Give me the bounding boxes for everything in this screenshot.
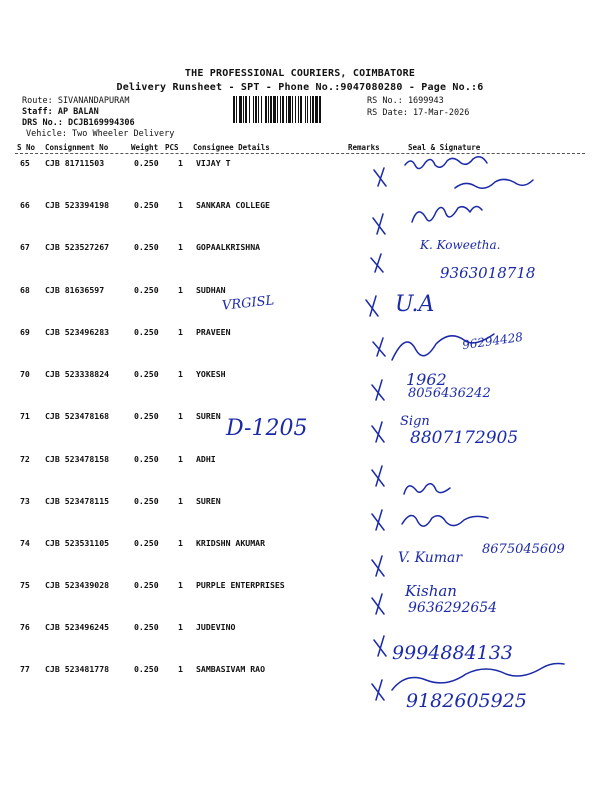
row-consignee: YOKESH: [196, 369, 226, 379]
row-consignment: CJB 523338824: [45, 369, 110, 379]
row-consignee: SAMBASIVAM RAO: [196, 664, 266, 674]
row-weight: 0.250: [134, 242, 159, 252]
row-consignment: CJB 523478115: [45, 496, 110, 506]
tick-mark: [366, 296, 378, 316]
tick-mark: [372, 466, 384, 486]
signature-scribble: [405, 157, 487, 169]
row-sno: 65: [20, 158, 30, 168]
row-sno: 66: [20, 200, 30, 210]
col-header-sno: S No: [17, 143, 36, 152]
row-weight: 0.250: [134, 454, 159, 464]
row-pcs: 1: [178, 454, 183, 464]
handwritten-phone: 96294428: [461, 329, 524, 353]
row-consignment: CJB 523496245: [45, 622, 110, 632]
row-sno: 71: [20, 411, 30, 421]
drs-label: DRS No.: DCJB169994306: [22, 118, 135, 128]
row-consignee: GOPAALKRISHNA: [196, 242, 261, 252]
row-weight: 0.250: [134, 327, 159, 337]
row-consignee: PRAVEEN: [196, 327, 231, 337]
row-consignment: CJB 523478168: [45, 411, 110, 421]
route-label: Route: SIVANANDAPURAM: [22, 96, 130, 106]
row-consignment: CJB 523527267: [45, 242, 110, 252]
row-consignment: CJB 81636597: [45, 285, 105, 295]
tick-mark: [372, 510, 384, 530]
row-pcs: 1: [178, 664, 183, 674]
signature-scribble: [455, 179, 533, 188]
row-pcs: 1: [178, 369, 183, 379]
tick-mark: [372, 422, 384, 442]
rs-date: RS Date: 17-Mar-2026: [367, 108, 470, 118]
row-weight: 0.250: [134, 538, 159, 548]
row-consignment: CJB 81711503: [45, 158, 105, 168]
signature-scribble: [404, 484, 450, 494]
row-sno: 75: [20, 580, 30, 590]
row-pcs: 1: [178, 411, 183, 421]
row-consignee: SUREN: [196, 496, 221, 506]
tick-mark: [374, 168, 386, 186]
row-consignment: CJB 523481778: [45, 664, 110, 674]
row-pcs: 1: [178, 158, 183, 168]
handwritten-remark: VRGISL: [221, 293, 275, 314]
row-weight: 0.250: [134, 496, 159, 506]
signature-scribble: [412, 206, 482, 222]
row-consignment: CJB 523394198: [45, 200, 110, 210]
handwritten-name: K. Koweetha.: [420, 238, 501, 252]
handwritten-phone: 8807172905: [410, 428, 519, 448]
col-header-weight: Weight: [131, 143, 159, 152]
row-consignee: SUREN: [196, 411, 221, 421]
tick-mark: [372, 556, 384, 576]
staff-label: Staff: AP BALAN: [22, 107, 99, 117]
handwritten-phone: 8056436242: [408, 386, 491, 401]
tick-mark: [373, 214, 385, 234]
signature-scribble: [402, 515, 488, 526]
row-sno: 76: [20, 622, 30, 632]
row-pcs: 1: [178, 327, 183, 337]
handwritten-phone: 9363018718: [440, 264, 536, 282]
row-pcs: 1: [178, 200, 183, 210]
row-consignment: CJB 523439028: [45, 580, 110, 590]
row-pcs: 1: [178, 285, 183, 295]
row-consignee: KRIDSHN AKUMAR: [196, 538, 266, 548]
row-consignment: CJB 523496283: [45, 327, 110, 337]
handwritten-remark: D-1205: [226, 416, 308, 441]
row-pcs: 1: [178, 580, 183, 590]
row-pcs: 1: [178, 622, 183, 632]
company-title: THE PROFESSIONAL COURIERS, COIMBATORE: [184, 68, 416, 79]
row-consignee: PURPLE ENTERPRISES: [196, 580, 285, 590]
runsheet-title: Delivery Runsheet - SPT - Phone No.:9047080280 - Page No.:6: [116, 82, 484, 93]
row-sno: 68: [20, 285, 30, 295]
rs-number: RS No.: 1699943: [367, 96, 444, 106]
col-header-consignment: Consignment No: [45, 143, 109, 152]
row-pcs: 1: [178, 538, 183, 548]
row-consignment: CJB 523478158: [45, 454, 110, 464]
handwritten-phone: 1962: [406, 370, 447, 389]
tick-mark: [371, 254, 383, 272]
col-header-consignee: Consignee Details: [193, 143, 270, 152]
row-consignee: ADHI: [196, 454, 216, 464]
row-consignee: JUDEVINO: [196, 622, 236, 632]
row-weight: 0.250: [134, 622, 159, 632]
row-sno: 74: [20, 538, 30, 548]
row-sno: 69: [20, 327, 30, 337]
handwritten-signature: V. Kumar: [398, 550, 463, 566]
row-pcs: 1: [178, 242, 183, 252]
row-weight: 0.250: [134, 664, 159, 674]
row-weight: 0.250: [134, 158, 159, 168]
row-weight: 0.250: [134, 200, 159, 210]
row-weight: 0.250: [134, 580, 159, 590]
handwritten-signature: Kishan: [405, 582, 457, 600]
tick-mark: [372, 380, 384, 400]
handwritten-signature: Sign: [400, 414, 430, 429]
tick-mark: [372, 680, 384, 700]
row-weight: 0.250: [134, 411, 159, 421]
col-header-remarks: Remarks: [348, 143, 380, 152]
tick-mark: [374, 636, 386, 656]
tick-mark: [372, 594, 384, 614]
vehicle-label: Vehicle: Two Wheeler Delivery: [26, 129, 175, 139]
handwritten-phone: 9994884133: [392, 642, 513, 664]
row-sno: 72: [20, 454, 30, 464]
row-sno: 70: [20, 369, 30, 379]
handwritten-phone: 8675045609: [482, 542, 565, 557]
col-header-seal: Seal & Signature: [408, 143, 481, 152]
row-consignee: VIJAY T: [196, 158, 231, 168]
handwritten-phone: 9182605925: [406, 690, 527, 712]
row-consignment: CJB 523531105: [45, 538, 110, 548]
tick-mark: [373, 338, 385, 356]
signature-scribble: [392, 664, 564, 691]
row-consignee: SANKARA COLLEGE: [196, 200, 270, 210]
row-sno: 77: [20, 664, 30, 674]
col-header-pcs: PCS: [165, 143, 179, 152]
row-weight: 0.250: [134, 285, 159, 295]
row-weight: 0.250: [134, 369, 159, 379]
row-sno: 67: [20, 242, 30, 252]
row-consignee: SUDHAN: [196, 285, 226, 295]
row-sno: 73: [20, 496, 30, 506]
handwritten-signature: U.A: [395, 292, 435, 317]
handwritten-phone: 9636292654: [408, 600, 498, 616]
row-pcs: 1: [178, 496, 183, 506]
